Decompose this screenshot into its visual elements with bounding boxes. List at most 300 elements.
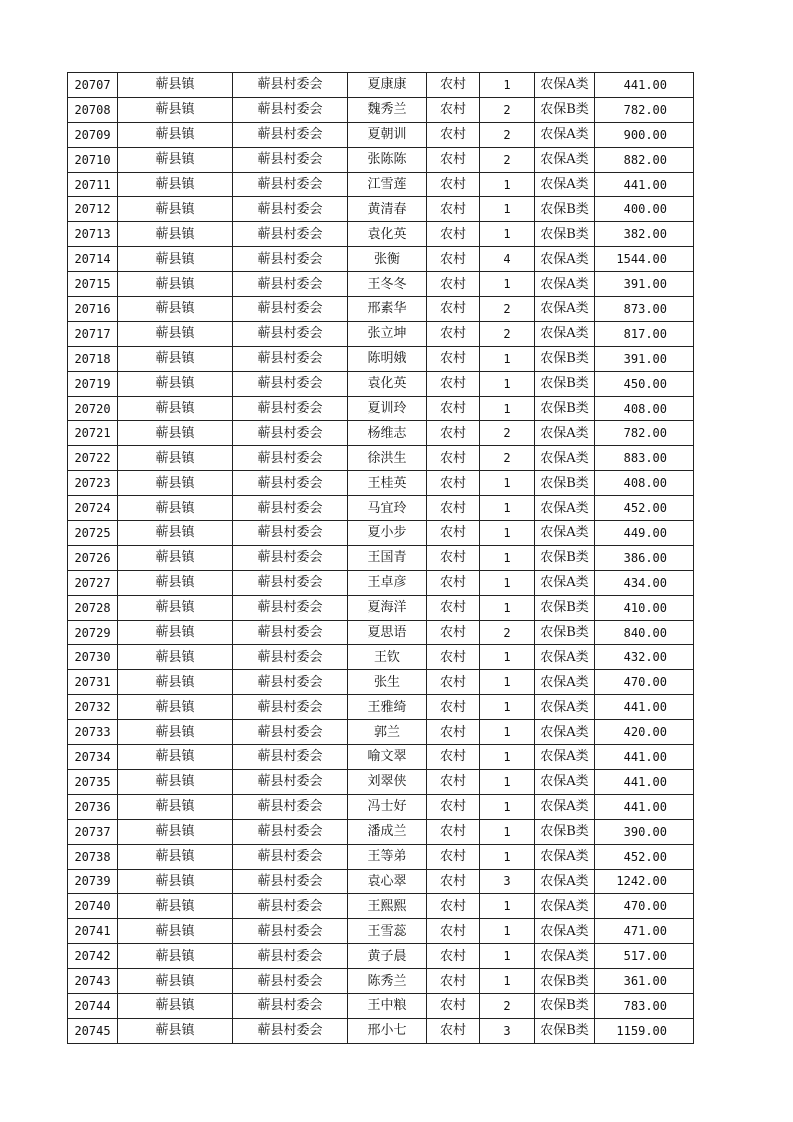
insurance-category-cell: 农保A类	[535, 73, 595, 98]
village-committee-cell: 蕲县村委会	[233, 321, 348, 346]
table-row	[68, 1018, 694, 1043]
table-row	[68, 819, 694, 844]
village-committee-cell: 蕲县村委会	[233, 1018, 348, 1043]
town-cell: 蕲县镇	[118, 670, 233, 695]
household-count-cell: 1	[480, 695, 535, 720]
name-cell: 郭兰	[348, 720, 427, 745]
town-cell: 蕲县镇	[118, 620, 233, 645]
village-committee-cell: 蕲县村委会	[233, 545, 348, 570]
area-type-cell: 农村	[427, 297, 480, 322]
area-type-cell: 农村	[427, 346, 480, 371]
household-count-cell: 1	[480, 73, 535, 98]
town-cell: 蕲县镇	[118, 769, 233, 794]
village-committee-cell: 蕲县村委会	[233, 969, 348, 994]
insurance-category-cell: 农保A类	[535, 421, 595, 446]
amount-cell: 441.00	[595, 794, 694, 819]
insurance-category-cell: 农保B类	[535, 346, 595, 371]
record-id-cell: 20742	[68, 944, 118, 969]
table-row	[68, 247, 694, 272]
household-count-cell: 1	[480, 471, 535, 496]
amount-cell: 408.00	[595, 471, 694, 496]
insurance-category-cell: 农保B类	[535, 620, 595, 645]
insurance-category-cell: 农保B类	[535, 545, 595, 570]
area-type-cell: 农村	[427, 595, 480, 620]
name-cell: 喻文翠	[348, 745, 427, 770]
table-row	[68, 496, 694, 521]
table-row	[68, 421, 694, 446]
area-type-cell: 农村	[427, 1018, 480, 1043]
amount-cell: 782.00	[595, 97, 694, 122]
town-cell: 蕲县镇	[118, 745, 233, 770]
area-type-cell: 农村	[427, 471, 480, 496]
amount-cell: 517.00	[595, 944, 694, 969]
town-cell: 蕲县镇	[118, 645, 233, 670]
household-count-cell: 2	[480, 993, 535, 1018]
town-cell: 蕲县镇	[118, 73, 233, 98]
amount-cell: 441.00	[595, 172, 694, 197]
amount-cell: 1242.00	[595, 869, 694, 894]
record-id-cell: 20734	[68, 745, 118, 770]
record-id-cell: 20726	[68, 545, 118, 570]
town-cell: 蕲县镇	[118, 97, 233, 122]
household-count-cell: 1	[480, 545, 535, 570]
area-type-cell: 农村	[427, 894, 480, 919]
name-cell: 袁化英	[348, 222, 427, 247]
household-count-cell: 1	[480, 670, 535, 695]
record-id-cell: 20736	[68, 794, 118, 819]
town-cell: 蕲县镇	[118, 894, 233, 919]
table-row	[68, 869, 694, 894]
record-id-cell: 20745	[68, 1018, 118, 1043]
village-committee-cell: 蕲县村委会	[233, 346, 348, 371]
household-count-cell: 1	[480, 969, 535, 994]
household-count-cell: 1	[480, 745, 535, 770]
village-committee-cell: 蕲县村委会	[233, 97, 348, 122]
village-committee-cell: 蕲县村委会	[233, 73, 348, 98]
household-count-cell: 2	[480, 147, 535, 172]
town-cell: 蕲县镇	[118, 993, 233, 1018]
area-type-cell: 农村	[427, 545, 480, 570]
table-row	[68, 570, 694, 595]
table-row	[68, 620, 694, 645]
area-type-cell: 农村	[427, 720, 480, 745]
table-row	[68, 172, 694, 197]
record-id-cell: 20737	[68, 819, 118, 844]
insurance-category-cell: 农保A类	[535, 446, 595, 471]
insurance-category-cell: 农保A类	[535, 247, 595, 272]
area-type-cell: 农村	[427, 944, 480, 969]
amount-cell: 452.00	[595, 496, 694, 521]
name-cell: 黄清春	[348, 197, 427, 222]
table-row	[68, 745, 694, 770]
amount-cell: 386.00	[595, 545, 694, 570]
household-count-cell: 1	[480, 346, 535, 371]
record-id-cell: 20710	[68, 147, 118, 172]
amount-cell: 432.00	[595, 645, 694, 670]
name-cell: 夏朝训	[348, 122, 427, 147]
insurance-category-cell: 农保A类	[535, 745, 595, 770]
table-row	[68, 944, 694, 969]
record-id-cell: 20712	[68, 197, 118, 222]
record-id-cell: 20735	[68, 769, 118, 794]
household-count-cell: 1	[480, 570, 535, 595]
name-cell: 王钦	[348, 645, 427, 670]
table-row	[68, 919, 694, 944]
amount-cell: 361.00	[595, 969, 694, 994]
village-committee-cell: 蕲县村委会	[233, 247, 348, 272]
amount-cell: 420.00	[595, 720, 694, 745]
town-cell: 蕲县镇	[118, 222, 233, 247]
village-committee-cell: 蕲县村委会	[233, 894, 348, 919]
village-committee-cell: 蕲县村委会	[233, 172, 348, 197]
household-count-cell: 1	[480, 844, 535, 869]
village-committee-cell: 蕲县村委会	[233, 620, 348, 645]
name-cell: 王卓彦	[348, 570, 427, 595]
insurance-category-cell: 农保B类	[535, 819, 595, 844]
amount-cell: 1544.00	[595, 247, 694, 272]
town-cell: 蕲县镇	[118, 695, 233, 720]
table-row	[68, 521, 694, 546]
insurance-category-cell: 农保A类	[535, 496, 595, 521]
town-cell: 蕲县镇	[118, 321, 233, 346]
table-row	[68, 894, 694, 919]
town-cell: 蕲县镇	[118, 819, 233, 844]
record-id-cell: 20729	[68, 620, 118, 645]
insurance-category-cell: 农保B类	[535, 969, 595, 994]
amount-cell: 434.00	[595, 570, 694, 595]
area-type-cell: 农村	[427, 645, 480, 670]
town-cell: 蕲县镇	[118, 794, 233, 819]
amount-cell: 882.00	[595, 147, 694, 172]
table-row	[68, 222, 694, 247]
name-cell: 陈秀兰	[348, 969, 427, 994]
amount-cell: 470.00	[595, 670, 694, 695]
household-count-cell: 1	[480, 272, 535, 297]
insurance-category-cell: 农保A类	[535, 769, 595, 794]
insurance-category-cell: 农保A类	[535, 172, 595, 197]
town-cell: 蕲县镇	[118, 570, 233, 595]
amount-cell: 441.00	[595, 73, 694, 98]
name-cell: 王国青	[348, 545, 427, 570]
record-id-cell: 20714	[68, 247, 118, 272]
area-type-cell: 农村	[427, 919, 480, 944]
table-row	[68, 670, 694, 695]
name-cell: 杨维志	[348, 421, 427, 446]
village-committee-cell: 蕲县村委会	[233, 197, 348, 222]
amount-cell: 449.00	[595, 521, 694, 546]
table-row	[68, 297, 694, 322]
household-count-cell: 1	[480, 794, 535, 819]
name-cell: 夏海洋	[348, 595, 427, 620]
amount-cell: 400.00	[595, 197, 694, 222]
name-cell: 王桂英	[348, 471, 427, 496]
town-cell: 蕲县镇	[118, 147, 233, 172]
insurance-category-cell: 农保A类	[535, 944, 595, 969]
town-cell: 蕲县镇	[118, 247, 233, 272]
table-row	[68, 97, 694, 122]
name-cell: 黄子晨	[348, 944, 427, 969]
amount-cell: 873.00	[595, 297, 694, 322]
amount-cell: 441.00	[595, 745, 694, 770]
household-count-cell: 2	[480, 620, 535, 645]
table-row	[68, 471, 694, 496]
town-cell: 蕲县镇	[118, 346, 233, 371]
table-row	[68, 993, 694, 1018]
record-id-cell: 20740	[68, 894, 118, 919]
area-type-cell: 农村	[427, 371, 480, 396]
town-cell: 蕲县镇	[118, 421, 233, 446]
amount-cell: 883.00	[595, 446, 694, 471]
data-table	[67, 72, 694, 1044]
village-committee-cell: 蕲县村委会	[233, 869, 348, 894]
area-type-cell: 农村	[427, 620, 480, 645]
name-cell: 魏秀兰	[348, 97, 427, 122]
town-cell: 蕲县镇	[118, 919, 233, 944]
village-committee-cell: 蕲县村委会	[233, 794, 348, 819]
insurance-category-cell: 农保B类	[535, 396, 595, 421]
household-count-cell: 1	[480, 720, 535, 745]
insurance-category-cell: 农保B类	[535, 197, 595, 222]
village-committee-cell: 蕲县村委会	[233, 521, 348, 546]
village-committee-cell: 蕲县村委会	[233, 944, 348, 969]
amount-cell: 470.00	[595, 894, 694, 919]
village-committee-cell: 蕲县村委会	[233, 421, 348, 446]
area-type-cell: 农村	[427, 122, 480, 147]
table-row	[68, 794, 694, 819]
name-cell: 夏思语	[348, 620, 427, 645]
village-committee-cell: 蕲县村委会	[233, 496, 348, 521]
name-cell: 徐洪生	[348, 446, 427, 471]
record-id-cell: 20728	[68, 595, 118, 620]
village-committee-cell: 蕲县村委会	[233, 471, 348, 496]
amount-cell: 452.00	[595, 844, 694, 869]
household-count-cell: 1	[480, 819, 535, 844]
record-id-cell: 20720	[68, 396, 118, 421]
village-committee-cell: 蕲县村委会	[233, 222, 348, 247]
record-id-cell: 20722	[68, 446, 118, 471]
name-cell: 马宜玲	[348, 496, 427, 521]
household-count-cell: 1	[480, 172, 535, 197]
name-cell: 邢小七	[348, 1018, 427, 1043]
household-count-cell: 1	[480, 769, 535, 794]
household-count-cell: 2	[480, 446, 535, 471]
household-count-cell: 1	[480, 595, 535, 620]
record-id-cell: 20715	[68, 272, 118, 297]
name-cell: 张衡	[348, 247, 427, 272]
town-cell: 蕲县镇	[118, 197, 233, 222]
area-type-cell: 农村	[427, 197, 480, 222]
table-row	[68, 720, 694, 745]
area-type-cell: 农村	[427, 794, 480, 819]
area-type-cell: 农村	[427, 819, 480, 844]
town-cell: 蕲县镇	[118, 1018, 233, 1043]
area-type-cell: 农村	[427, 993, 480, 1018]
record-id-cell: 20717	[68, 321, 118, 346]
name-cell: 王熙熙	[348, 894, 427, 919]
amount-cell: 408.00	[595, 396, 694, 421]
table-row	[68, 73, 694, 98]
town-cell: 蕲县镇	[118, 371, 233, 396]
town-cell: 蕲县镇	[118, 446, 233, 471]
household-count-cell: 2	[480, 122, 535, 147]
household-count-cell: 1	[480, 919, 535, 944]
amount-cell: 450.00	[595, 371, 694, 396]
name-cell: 张生	[348, 670, 427, 695]
record-id-cell: 20719	[68, 371, 118, 396]
village-committee-cell: 蕲县村委会	[233, 396, 348, 421]
household-count-cell: 1	[480, 396, 535, 421]
name-cell: 王雅绮	[348, 695, 427, 720]
insurance-category-cell: 农保B类	[535, 471, 595, 496]
insurance-category-cell: 农保A类	[535, 570, 595, 595]
area-type-cell: 农村	[427, 147, 480, 172]
household-count-cell: 1	[480, 521, 535, 546]
household-count-cell: 1	[480, 894, 535, 919]
record-id-cell: 20709	[68, 122, 118, 147]
table-row	[68, 545, 694, 570]
table-row	[68, 595, 694, 620]
name-cell: 邢素华	[348, 297, 427, 322]
household-count-cell: 2	[480, 321, 535, 346]
insurance-category-cell: 农保A类	[535, 695, 595, 720]
town-cell: 蕲县镇	[118, 471, 233, 496]
insurance-category-cell: 农保A类	[535, 869, 595, 894]
town-cell: 蕲县镇	[118, 869, 233, 894]
record-id-cell: 20741	[68, 919, 118, 944]
record-id-cell: 20721	[68, 421, 118, 446]
table-row	[68, 769, 694, 794]
insurance-category-cell: 农保A类	[535, 122, 595, 147]
insurance-category-cell: 农保A类	[535, 321, 595, 346]
record-id-cell: 20738	[68, 844, 118, 869]
table-row	[68, 272, 694, 297]
amount-cell: 782.00	[595, 421, 694, 446]
name-cell: 潘成兰	[348, 819, 427, 844]
village-committee-cell: 蕲县村委会	[233, 745, 348, 770]
village-committee-cell: 蕲县村委会	[233, 769, 348, 794]
area-type-cell: 农村	[427, 97, 480, 122]
village-committee-cell: 蕲县村委会	[233, 695, 348, 720]
area-type-cell: 农村	[427, 969, 480, 994]
table-row	[68, 645, 694, 670]
household-count-cell: 3	[480, 869, 535, 894]
amount-cell: 840.00	[595, 620, 694, 645]
amount-cell: 817.00	[595, 321, 694, 346]
area-type-cell: 农村	[427, 521, 480, 546]
name-cell: 冯士好	[348, 794, 427, 819]
insurance-category-cell: 农保A类	[535, 272, 595, 297]
table-row	[68, 371, 694, 396]
table-row	[68, 446, 694, 471]
town-cell: 蕲县镇	[118, 545, 233, 570]
area-type-cell: 农村	[427, 446, 480, 471]
area-type-cell: 农村	[427, 670, 480, 695]
record-id-cell: 20724	[68, 496, 118, 521]
area-type-cell: 农村	[427, 321, 480, 346]
village-committee-cell: 蕲县村委会	[233, 122, 348, 147]
village-committee-cell: 蕲县村委会	[233, 819, 348, 844]
insurance-category-cell: 农保A类	[535, 147, 595, 172]
insurance-category-cell: 农保B类	[535, 371, 595, 396]
table-row	[68, 197, 694, 222]
record-id-cell: 20725	[68, 521, 118, 546]
table-row	[68, 321, 694, 346]
village-committee-cell: 蕲县村委会	[233, 595, 348, 620]
household-count-cell: 4	[480, 247, 535, 272]
household-count-cell: 2	[480, 297, 535, 322]
household-count-cell: 1	[480, 645, 535, 670]
town-cell: 蕲县镇	[118, 496, 233, 521]
record-id-cell: 20711	[68, 172, 118, 197]
insurance-category-cell: 农保A类	[535, 297, 595, 322]
name-cell: 王等弟	[348, 844, 427, 869]
insurance-category-cell: 农保A类	[535, 894, 595, 919]
village-committee-cell: 蕲县村委会	[233, 670, 348, 695]
village-committee-cell: 蕲县村委会	[233, 919, 348, 944]
table-body	[68, 73, 694, 1044]
insurance-category-cell: 农保B类	[535, 222, 595, 247]
insurance-category-cell: 农保B类	[535, 1018, 595, 1043]
name-cell: 张立坤	[348, 321, 427, 346]
name-cell: 夏康康	[348, 73, 427, 98]
town-cell: 蕲县镇	[118, 122, 233, 147]
table-row	[68, 346, 694, 371]
table-row	[68, 969, 694, 994]
village-committee-cell: 蕲县村委会	[233, 147, 348, 172]
record-id-cell: 20739	[68, 869, 118, 894]
area-type-cell: 农村	[427, 247, 480, 272]
amount-cell: 441.00	[595, 695, 694, 720]
town-cell: 蕲县镇	[118, 396, 233, 421]
town-cell: 蕲县镇	[118, 844, 233, 869]
village-committee-cell: 蕲县村委会	[233, 993, 348, 1018]
area-type-cell: 农村	[427, 421, 480, 446]
area-type-cell: 农村	[427, 396, 480, 421]
name-cell: 王中粮	[348, 993, 427, 1018]
record-id-cell: 20716	[68, 297, 118, 322]
record-id-cell: 20732	[68, 695, 118, 720]
name-cell: 袁化英	[348, 371, 427, 396]
household-count-cell: 1	[480, 944, 535, 969]
name-cell: 袁心翠	[348, 869, 427, 894]
insurance-category-cell: 农保A类	[535, 794, 595, 819]
village-committee-cell: 蕲县村委会	[233, 720, 348, 745]
name-cell: 刘翠侠	[348, 769, 427, 794]
amount-cell: 900.00	[595, 122, 694, 147]
record-id-cell: 20730	[68, 645, 118, 670]
area-type-cell: 农村	[427, 745, 480, 770]
town-cell: 蕲县镇	[118, 521, 233, 546]
amount-cell: 410.00	[595, 595, 694, 620]
area-type-cell: 农村	[427, 222, 480, 247]
area-type-cell: 农村	[427, 570, 480, 595]
insurance-category-cell: 农保B类	[535, 595, 595, 620]
record-id-cell: 20723	[68, 471, 118, 496]
name-cell: 王冬冬	[348, 272, 427, 297]
record-id-cell: 20707	[68, 73, 118, 98]
name-cell: 张陈陈	[348, 147, 427, 172]
record-id-cell: 20744	[68, 993, 118, 1018]
table-row	[68, 396, 694, 421]
name-cell: 江雪莲	[348, 172, 427, 197]
insurance-category-cell: 农保A类	[535, 720, 595, 745]
town-cell: 蕲县镇	[118, 720, 233, 745]
insurance-category-cell: 农保A类	[535, 844, 595, 869]
insurance-category-cell: 农保A类	[535, 670, 595, 695]
insurance-category-cell: 农保A类	[535, 645, 595, 670]
town-cell: 蕲县镇	[118, 969, 233, 994]
household-count-cell: 1	[480, 371, 535, 396]
